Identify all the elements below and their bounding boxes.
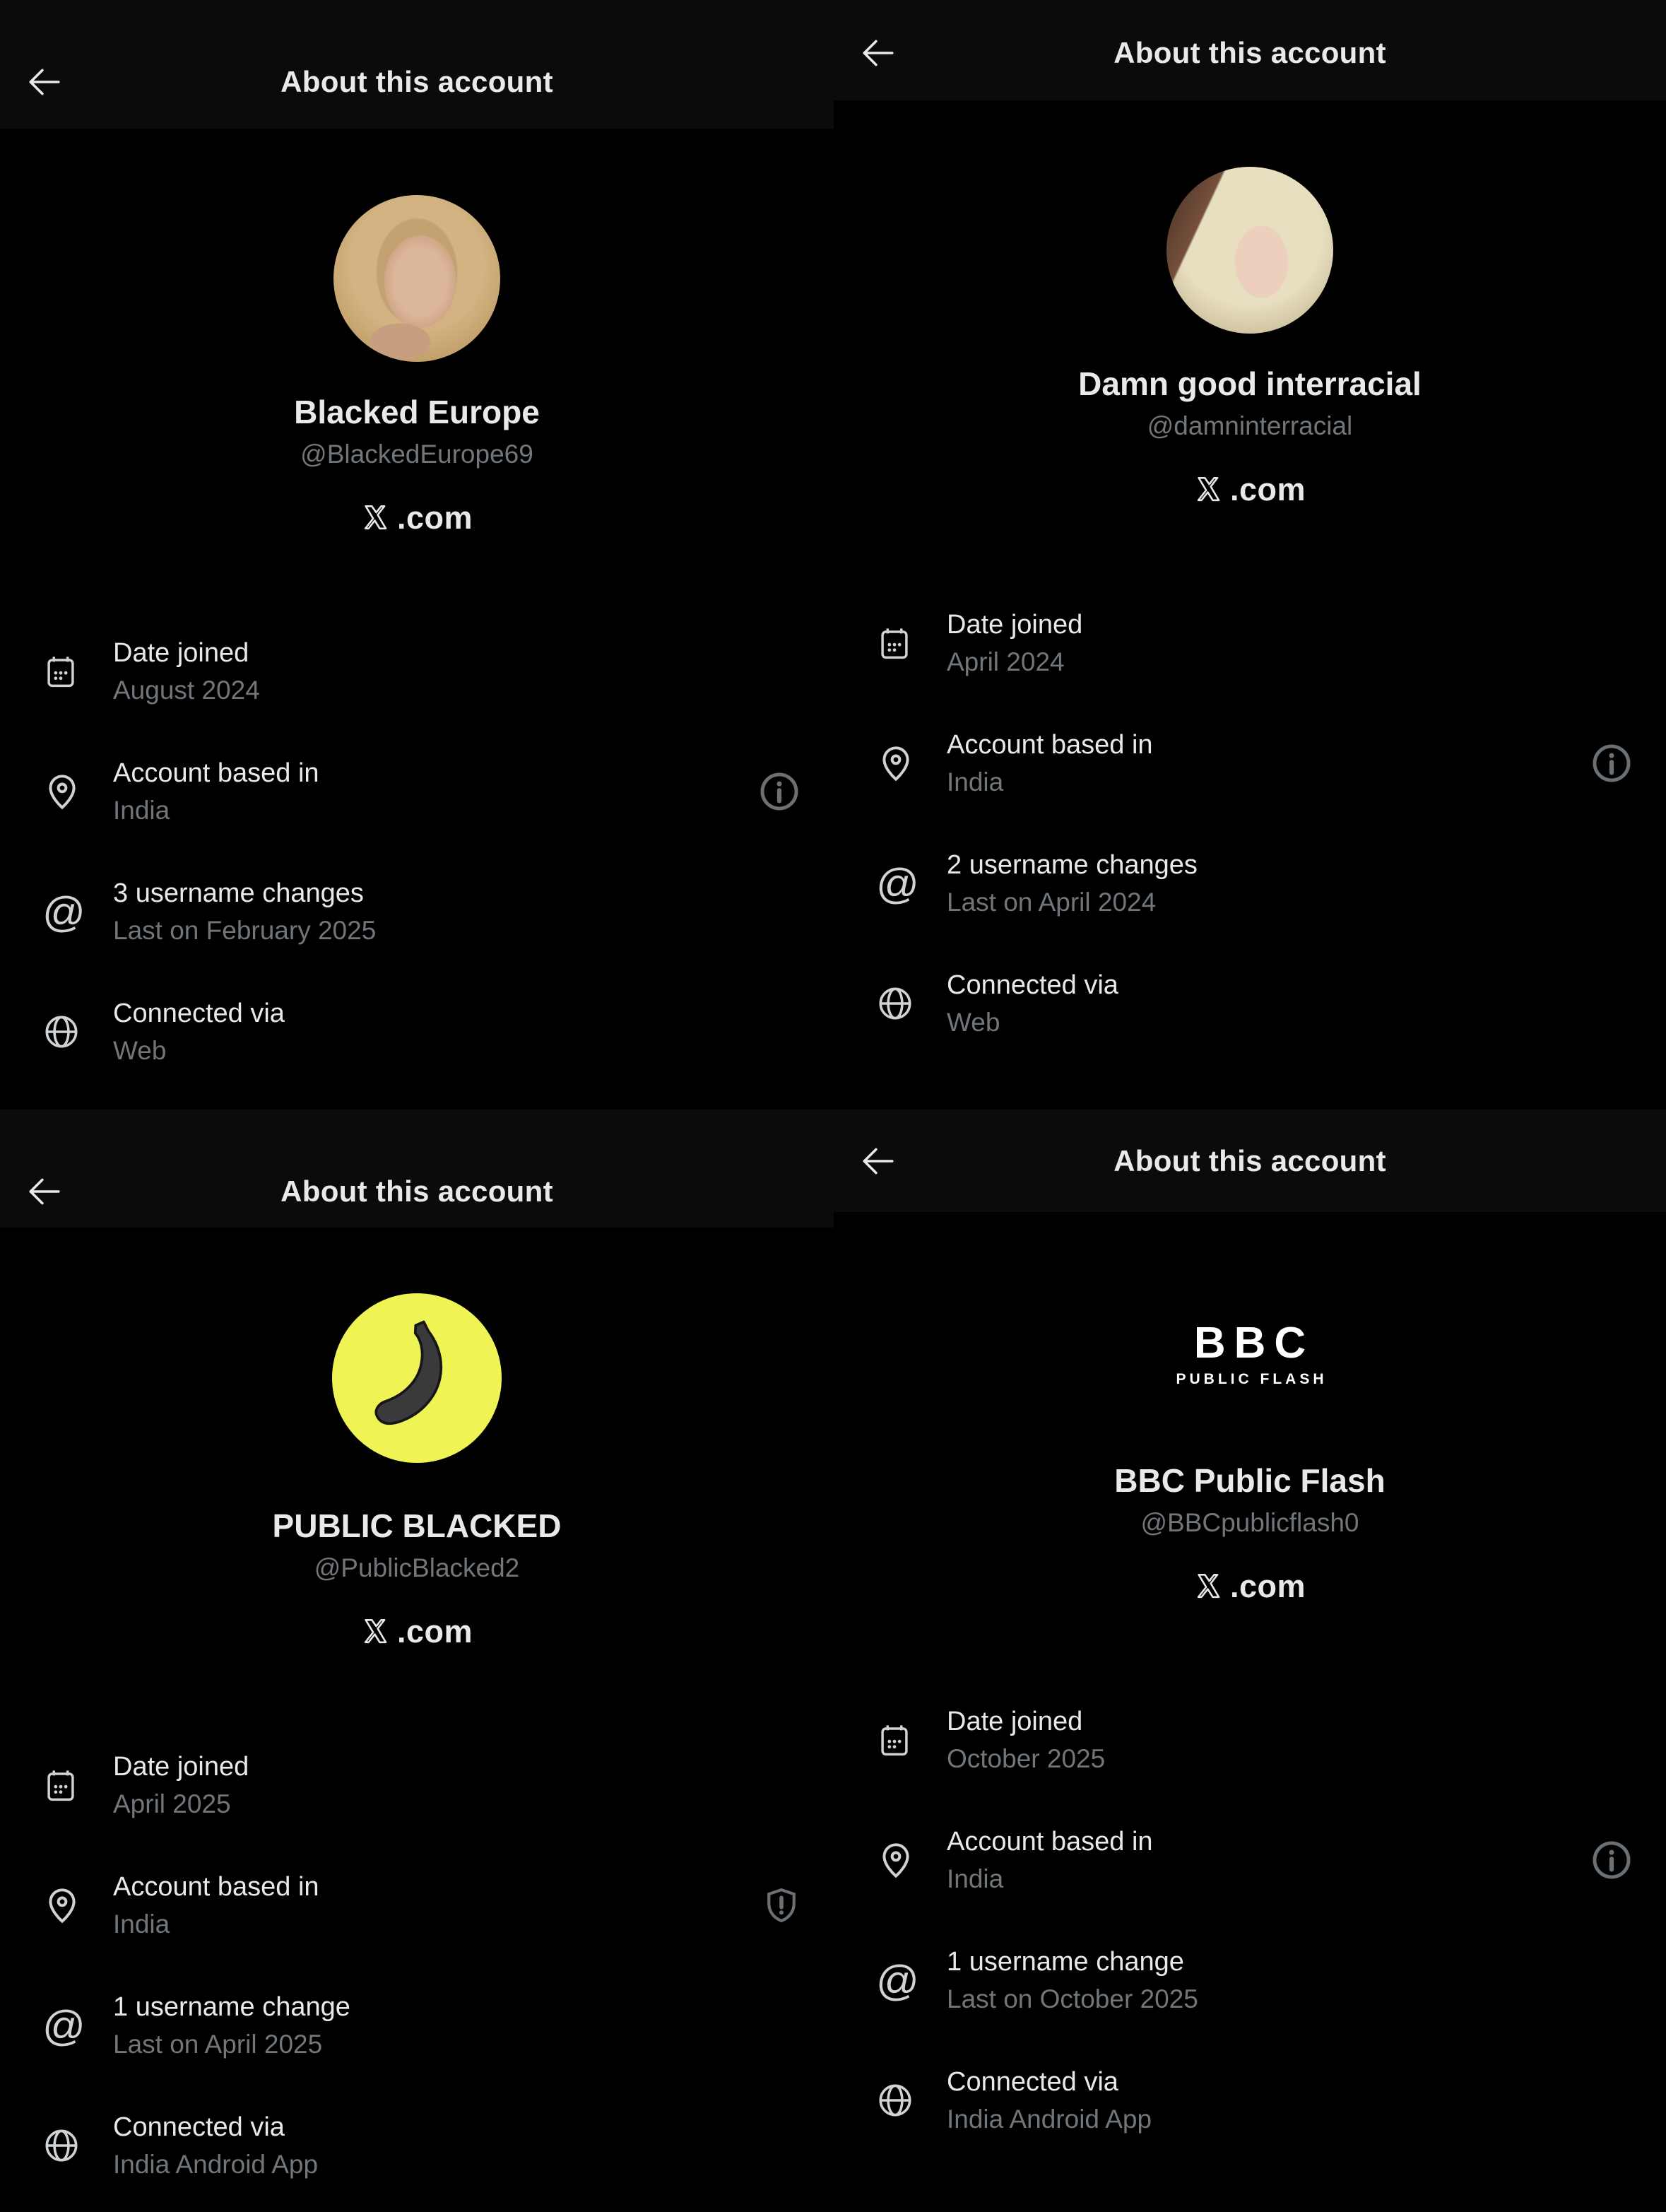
location-pin-icon <box>876 743 947 783</box>
row-value: Web <box>947 1008 1000 1037</box>
account-detail-rows <box>0 640 834 1064</box>
domain-suffix: .com <box>396 499 473 536</box>
row-date-joined <box>42 1753 834 1817</box>
page-title: About this account <box>280 65 553 98</box>
account-handle: @BlackedEurope69 <box>300 440 533 469</box>
back-button[interactable] <box>855 30 900 76</box>
row-username-changes <box>42 880 834 943</box>
row-connected-via <box>42 2114 834 2177</box>
connected-domain <box>834 471 1666 507</box>
row-label: 1 username change <box>947 1947 1184 1977</box>
row-value: India <box>947 1864 1004 1893</box>
calendar-icon <box>876 625 947 661</box>
profile-avatar-banana <box>332 1293 502 1463</box>
logo-line-1: BBC <box>1193 1319 1315 1367</box>
row-date-joined <box>42 640 834 703</box>
x-logo-icon <box>1194 1571 1224 1601</box>
row-label: Date joined <box>113 1752 249 1782</box>
location-pin-icon <box>42 772 113 811</box>
row-account-based-in <box>876 1828 1666 1892</box>
account-detail-rows <box>834 611 1666 1035</box>
panel-header <box>0 0 834 129</box>
row-value: Web <box>113 1036 167 1065</box>
info-circle-icon[interactable] <box>1590 741 1633 785</box>
row-label: Date joined <box>947 1707 1083 1736</box>
row-value: India Android App <box>113 2150 319 2179</box>
row-label: Account based in <box>113 758 319 788</box>
row-value: October 2025 <box>947 1744 1106 1773</box>
row-value: India <box>113 1910 170 1939</box>
row-account-based-in <box>42 1873 834 1937</box>
banana-icon <box>348 1309 485 1447</box>
about-account-panel-2 <box>834 0 1666 1110</box>
x-logo-icon <box>361 1616 391 1646</box>
calendar-icon <box>42 653 113 690</box>
row-value: India <box>947 767 1004 796</box>
row-label: Connected via <box>947 2067 1118 2097</box>
domain-suffix: .com <box>1229 471 1306 507</box>
row-label: Date joined <box>947 610 1083 640</box>
location-pin-icon <box>876 1840 947 1880</box>
domain-suffix: .com <box>1229 1567 1306 1604</box>
profile-avatar-photo <box>333 195 500 362</box>
account-name: Damn good interracial <box>1078 365 1422 402</box>
row-label: Connected via <box>113 999 285 1028</box>
row-label: Account based in <box>113 1872 319 1902</box>
account-name: BBC Public Flash <box>1114 1462 1386 1499</box>
arrow-left-icon <box>26 64 61 100</box>
panel-header <box>834 0 1666 100</box>
logo-line-2: PUBLIC FLASH <box>1176 1371 1328 1387</box>
x-logo-icon <box>361 502 391 532</box>
panel-header <box>0 1110 834 1228</box>
back-button[interactable] <box>21 59 66 105</box>
row-label: 3 username changes <box>113 878 364 908</box>
row-value: Last on April 2024 <box>947 888 1157 917</box>
profile-logo-bbc <box>834 1319 1666 1387</box>
row-value: India Android App <box>947 2105 1152 2134</box>
back-button[interactable] <box>21 1169 66 1214</box>
row-connected-via <box>876 2069 1666 2132</box>
about-account-panel-3 <box>0 1110 834 2212</box>
location-pin-icon <box>42 1886 113 1925</box>
row-value: April 2024 <box>947 647 1065 676</box>
row-value: Last on April 2025 <box>113 2030 323 2059</box>
row-username-changes <box>42 1994 834 2057</box>
row-connected-via <box>876 972 1666 1035</box>
calendar-icon <box>876 1722 947 1758</box>
row-date-joined <box>876 1708 1666 1772</box>
account-detail-rows <box>0 1753 834 2177</box>
row-account-based-in <box>876 731 1666 795</box>
row-label: Account based in <box>947 730 1153 760</box>
account-detail-rows <box>834 1708 1666 2132</box>
globe-icon <box>42 1013 113 1051</box>
connected-domain <box>834 1568 1666 1604</box>
page-title: About this account <box>1113 36 1386 69</box>
connected-domain <box>0 1613 834 1649</box>
about-account-panel-4 <box>834 1110 1666 2212</box>
at-sign-icon: @ <box>876 1956 919 2004</box>
row-label: Connected via <box>113 2112 285 2142</box>
row-value: April 2025 <box>113 1789 231 1818</box>
profile-avatar-photo <box>1166 167 1333 334</box>
info-circle-icon[interactable] <box>757 770 801 813</box>
row-label: Account based in <box>947 1827 1153 1857</box>
at-sign-icon: @ <box>876 859 919 907</box>
row-value: India <box>113 796 170 825</box>
row-label: 1 username change <box>113 1992 350 2022</box>
arrow-left-icon <box>860 1143 895 1179</box>
page-title: About this account <box>1113 1143 1386 1177</box>
page-title: About this account <box>280 1174 553 1208</box>
calendar-icon <box>42 1767 113 1804</box>
globe-icon <box>876 2081 947 2119</box>
account-name: Blacked Europe <box>294 394 540 430</box>
connected-domain <box>0 500 834 535</box>
row-username-changes <box>876 852 1666 915</box>
account-name: PUBLIC BLACKED <box>272 1507 562 1544</box>
row-account-based-in <box>42 760 834 823</box>
row-label: Date joined <box>113 638 249 668</box>
about-account-panel-1 <box>0 0 834 1110</box>
x-logo-icon <box>1194 474 1224 504</box>
at-sign-icon: @ <box>42 888 85 936</box>
row-label: Connected via <box>947 970 1118 1000</box>
domain-suffix: .com <box>396 1613 473 1649</box>
account-handle: @BBCpublicflash0 <box>1140 1508 1359 1537</box>
back-button[interactable] <box>855 1139 900 1184</box>
row-value: Last on October 2025 <box>947 1984 1198 2013</box>
shield-alert-icon[interactable] <box>762 1882 801 1929</box>
arrow-left-icon <box>26 1174 61 1209</box>
row-value: August 2024 <box>113 676 260 705</box>
account-handle: @damninterracial <box>1147 411 1353 440</box>
globe-icon <box>876 984 947 1023</box>
row-date-joined <box>876 611 1666 675</box>
at-sign-icon: @ <box>42 2001 85 2049</box>
info-circle-icon[interactable] <box>1590 1838 1633 1882</box>
row-username-changes <box>876 1948 1666 2012</box>
globe-icon <box>42 2126 113 2165</box>
arrow-left-icon <box>860 35 895 71</box>
row-value: Last on February 2025 <box>113 916 377 945</box>
panel-header <box>834 1110 1666 1212</box>
row-connected-via <box>42 1000 834 1064</box>
account-handle: @PublicBlacked2 <box>314 1553 520 1582</box>
row-label: 2 username changes <box>947 850 1198 880</box>
